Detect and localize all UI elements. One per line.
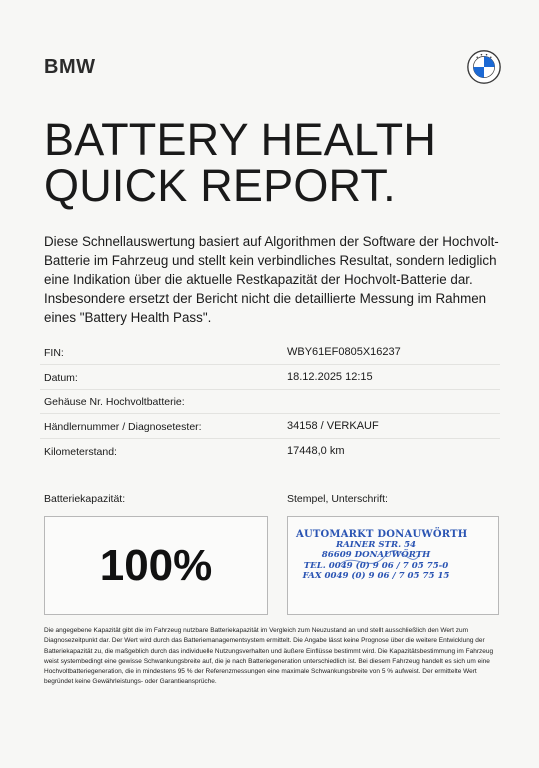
capacity-value: 100%: [99, 540, 213, 590]
stamp-line-fax: FAX 0049 (0) 9 06 / 7 05 75 15: [302, 570, 450, 581]
field-label-dealer: Händlernummer / Diagnosetester:: [44, 421, 202, 433]
field-label-fin: FIN:: [44, 347, 64, 359]
brand-wordmark: BMW: [44, 56, 96, 78]
title-line-2: QUICK REPORT.: [44, 160, 396, 211]
title-line-1: BATTERY HEALTH: [44, 114, 437, 165]
field-label-mileage: Kilometerstand:: [44, 446, 117, 458]
report-title: [44, 114, 504, 211]
stamp-line-city: 86609 DONAUWÖRTH: [321, 550, 431, 561]
field-label-battery-housing: Gehäuse Nr. Hochvoltbatterie:: [44, 396, 185, 408]
field-value-mileage: 17448,0 km: [287, 445, 345, 457]
disclaimer-text: Die angegebene Kapazität gibt die im Fahrzeug nutzbare Batteriekapazität im Vergleich zum Neuzustand an und stellt ausschließlich den Wert zum Diagnosezeitpunkt dar. Der Wert wird durch das Batteriemanagementsystem ermittelt. Die Angabe lässt keine Prognose über die weitere Entwicklung der Batteriekapazität zu, die maßgeblich durch das individuelle Nutzungsverhalten und äußere Einflüsse bestimmt wird. Die Kapazitätsbestimmung im Fahrzeug weist systembedingt eine gewisse Schwankungsbreite auf, die je nach Batteriegeneration unterschiedlich ist. Bei diesem Fahrzeug handelt es sich um eine Hochvoltbatteriegeneration, die in mindestens 95 % der Referenzmessungen eine maximale Schwankungsbreite von 5 % aufweist. Der ermittelte Wert begründet keine Gewährleistungs- oder Garantieansprüche.: [44, 627, 494, 686]
stamp-line-phone: TEL. 0049 (0) 9 06 / 7 05 75-0: [303, 560, 449, 571]
divider: [40, 364, 500, 365]
stamp-line-street: RAINER STR. 54: [335, 540, 417, 551]
field-label-date: Datum:: [44, 372, 78, 384]
stamp-line-name: AUTOMARKT DONAUWÖRTH: [296, 529, 468, 540]
divider: [40, 413, 500, 414]
signature-scribble: [300, 544, 450, 584]
field-value-fin: WBY61EF0805X16237: [287, 346, 401, 358]
divider: [40, 438, 500, 439]
bmw-roundel-logo: [467, 50, 501, 84]
capacity-box: [44, 516, 268, 615]
field-value-date: 18.12.2025 12:15: [287, 371, 373, 383]
signature-label: Stempel, Unterschrift:: [287, 493, 388, 505]
intro-paragraph: Diese Schnellauswertung basiert auf Algorithmen der Software der Hochvolt-Batterie im Fahrzeug und stellt kein verbindliches Resultat, sondern lediglich eine Indikation über die aktuelle Restkapazität der Hochvolt-Batterie dar. Insbesondere ersetzt der Bericht nicht die detaillierte Messung im Rahmen eines "Battery Health Pass".: [44, 234, 499, 325]
capacity-label: Batteriekapazität:: [44, 493, 126, 505]
field-value-dealer: 34158 / VERKAUF: [287, 420, 379, 432]
divider: [40, 389, 500, 390]
